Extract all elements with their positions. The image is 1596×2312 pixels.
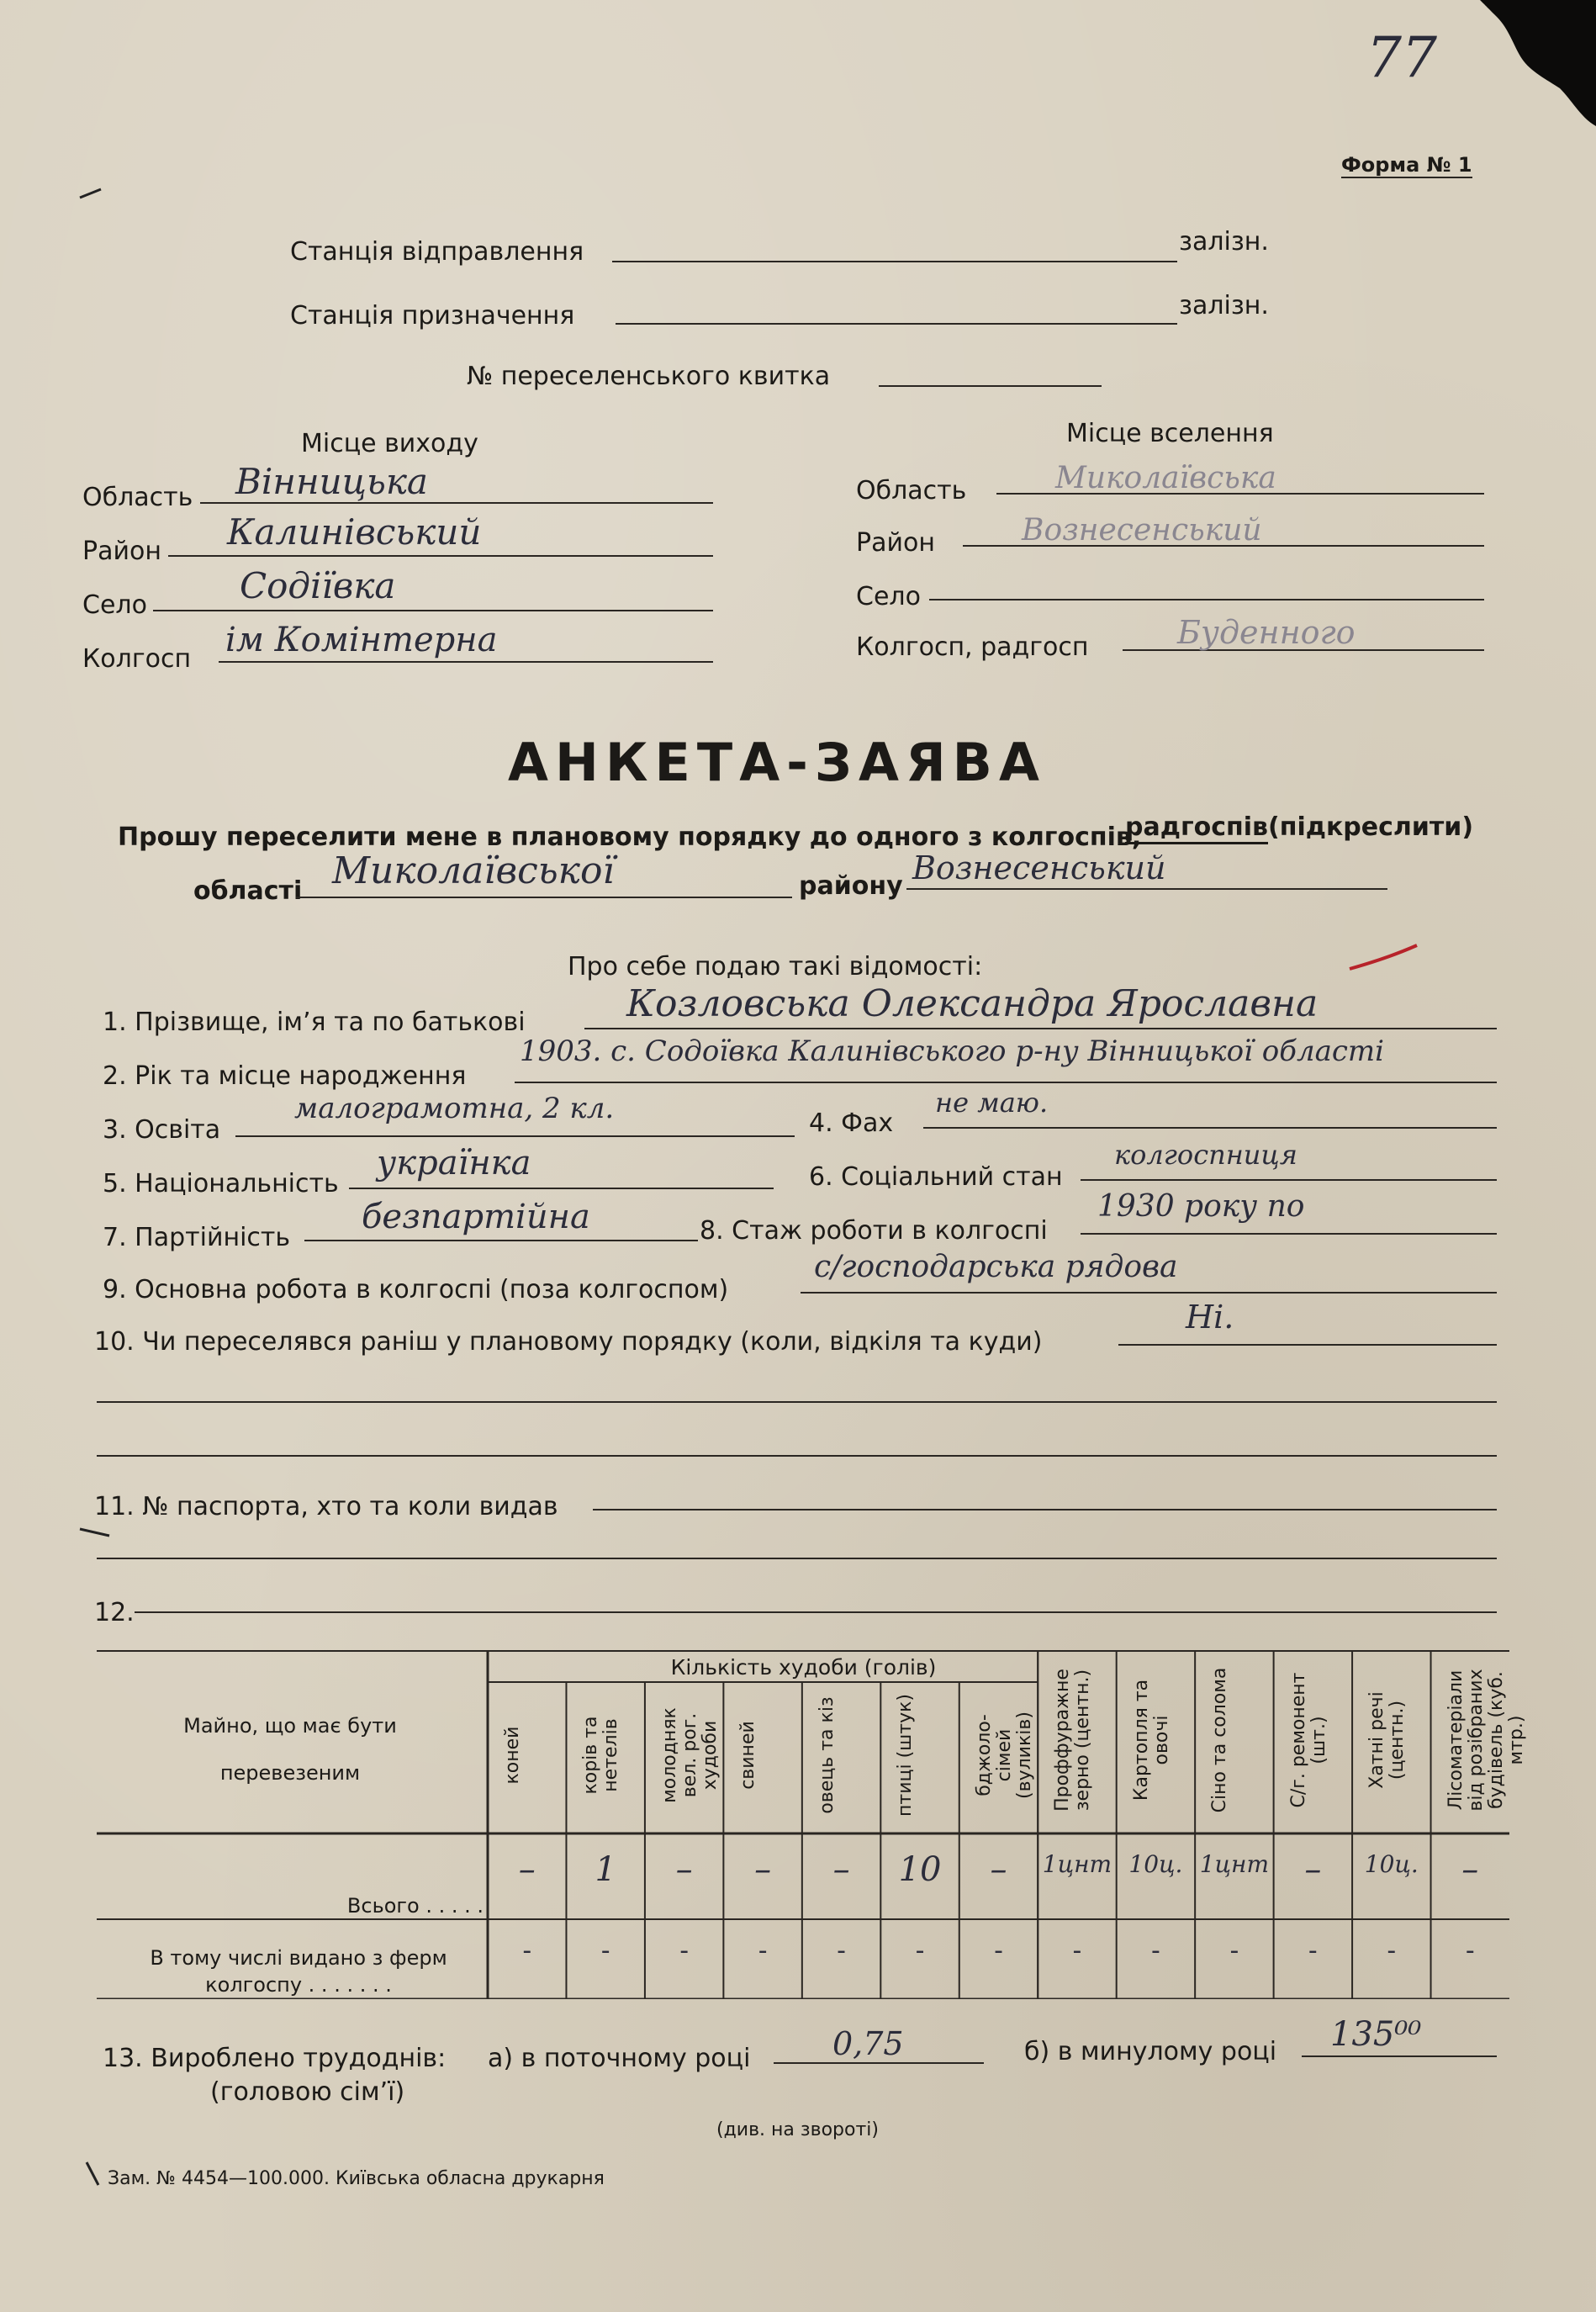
row1-value: – xyxy=(1304,1850,1322,1889)
field-10-label: 10. Чи переселявся раніш у плановому порядку (коли, відкіля та куди) xyxy=(94,1327,1043,1357)
request-oblast-line xyxy=(296,897,792,898)
document-title: АНКЕТА-ЗАЯВА xyxy=(508,732,1046,793)
row2-value: - xyxy=(1465,1936,1475,1965)
field-7-value: безпартійна xyxy=(362,1198,590,1236)
destination-rail-suffix: залізн. xyxy=(1179,291,1269,320)
request-line-c: (підкреслити) xyxy=(1268,812,1474,842)
field-11-extra-line xyxy=(97,1558,1497,1559)
field-9-value: с/господарська рядова xyxy=(814,1250,1178,1284)
table-column-header: овець та кіз xyxy=(816,1696,838,1814)
field-8-line xyxy=(1081,1233,1497,1235)
origin-selo-line xyxy=(153,610,713,611)
request-oblast-label: області xyxy=(193,876,303,906)
field-13-current-value: 0,75 xyxy=(832,2025,904,2062)
row2-value: - xyxy=(600,1936,610,1965)
field-12-label: 12. xyxy=(94,1598,135,1627)
field-8-label: 8. Стаж роботи в колгоспі xyxy=(700,1216,1048,1246)
red-check-mark xyxy=(1345,942,1421,976)
table-column-header: молодняк вел. рог. худоби xyxy=(658,1707,721,1803)
origin-selo-value: Содіївка xyxy=(240,565,396,606)
destination-station-label: Станція призначення xyxy=(290,301,575,331)
row2-value: - xyxy=(1151,1936,1160,1965)
origin-kolhosp-value: ім Комінтерна xyxy=(225,621,498,659)
ticket-number-label: № переселенського квитка xyxy=(467,362,831,391)
row1-value: – xyxy=(518,1850,536,1889)
field-3-label: 3. Освіта xyxy=(103,1115,221,1145)
row2-value: - xyxy=(994,1936,1003,1965)
field-2-label: 2. Рік та місце народження xyxy=(103,1061,467,1091)
row2-label: В тому числі видано з ферм колгоспу . . . . . . . xyxy=(150,1946,447,1997)
table-column-header: Лісоматеріали від розібраних будівель (куб. мтр.) xyxy=(1445,1669,1527,1812)
field-3-value: малограмотна, 2 кл. xyxy=(294,1092,615,1125)
field-1-line xyxy=(584,1028,1497,1029)
origin-heading: Місце виходу xyxy=(301,429,478,458)
table-rowhead-title: Майно, що має бути перевезеним xyxy=(183,1714,397,1785)
field-1-value: Козловська Олександра Ярославна xyxy=(626,982,1319,1025)
field-6-value: колгоспниця xyxy=(1114,1139,1297,1171)
field-13-last-line xyxy=(1302,2055,1497,2057)
row2-value: - xyxy=(915,1936,925,1965)
origin-raion-label: Район xyxy=(82,537,161,566)
row2-value: - xyxy=(522,1936,532,1965)
table-column-header: Проффуражне зерно (центн.) xyxy=(1052,1669,1094,1812)
field-4-value: не маю. xyxy=(935,1087,1049,1119)
table-column-header: С/г. ремонент (шт.) xyxy=(1287,1672,1329,1808)
page-number: 77 xyxy=(1366,25,1437,90)
destination-raion-value: Вознесенський xyxy=(1022,513,1262,548)
row2-value: - xyxy=(1308,1936,1318,1965)
field-3-line xyxy=(235,1135,795,1137)
field-11-label: 11. № паспорта, хто та коли видав xyxy=(94,1492,558,1521)
field-7-label: 7. Партійність xyxy=(103,1223,291,1252)
request-line-a: Прошу переселити мене в плановому порядку до одного з колгоспів, xyxy=(118,823,1142,852)
ticket-number-line xyxy=(879,385,1102,387)
field-4-line xyxy=(923,1127,1497,1129)
field-4-label: 4. Фах xyxy=(809,1108,894,1138)
table-column-header: свиней xyxy=(737,1721,759,1790)
table-column-header: Хатні речі (центн.) xyxy=(1366,1691,1408,1789)
field-13-label-b: (головою сім’ї) xyxy=(210,2077,405,2107)
row1-value: – xyxy=(832,1850,850,1889)
destination-heading: Місце вселення xyxy=(1066,419,1274,448)
field-6-line xyxy=(1081,1179,1497,1181)
field-5-value: українка xyxy=(377,1144,531,1182)
field-6-label: 6. Соціальний стан xyxy=(809,1162,1063,1192)
field-13-label-a: 13. Вироблено трудоднів: xyxy=(103,2044,447,2073)
destination-station-line xyxy=(616,323,1177,325)
row1-value: 1цнт xyxy=(1042,1850,1112,1878)
row1-value: – xyxy=(990,1850,1007,1889)
field-9-line xyxy=(801,1292,1497,1294)
destination-oblast-label: Область xyxy=(856,476,967,505)
row1-value: 10ц. xyxy=(1128,1850,1183,1878)
row1-value: – xyxy=(754,1850,772,1889)
request-raion-line xyxy=(906,888,1387,890)
row1-value: 1цнт xyxy=(1199,1850,1270,1878)
table-group-header: Кількість худоби (голів) xyxy=(670,1655,937,1680)
field-13-last-value: 135⁰⁰ xyxy=(1330,2015,1422,2054)
field-7-line xyxy=(304,1240,698,1241)
destination-selo-line xyxy=(929,599,1484,600)
table-grid-lines xyxy=(97,1650,1509,1999)
margin-mark-bottom xyxy=(80,2158,105,2192)
departure-station-line xyxy=(612,261,1177,262)
row2-value: - xyxy=(679,1936,690,1965)
row2-value: - xyxy=(1229,1936,1239,1965)
departure-rail-suffix: залізн. xyxy=(1179,227,1269,257)
table-column-header: Картопля та овочі xyxy=(1130,1679,1172,1801)
destination-selo-label: Село xyxy=(856,582,921,611)
row1-value: 1 xyxy=(595,1850,616,1889)
field-9-label: 9. Основна робота в колгоспі (поза колгоспом) xyxy=(103,1275,729,1304)
margin-mark-top xyxy=(76,181,109,206)
field-5-label: 5. Національність xyxy=(103,1169,339,1198)
table-column-header: Сіно та солома xyxy=(1209,1667,1231,1813)
field-13-current-label: а) в поточному році xyxy=(488,2044,751,2073)
field-2-line xyxy=(515,1082,1497,1083)
origin-selo-label: Село xyxy=(82,590,147,620)
row1-value: – xyxy=(1461,1850,1479,1889)
row1-value: – xyxy=(675,1850,693,1889)
table-column-header: коней xyxy=(502,1726,523,1785)
origin-kolhosp-label: Колгосп xyxy=(82,644,192,674)
destination-oblast-value: Миколаївська xyxy=(1055,461,1276,495)
destination-raion-label: Район xyxy=(856,528,935,558)
row2-value: - xyxy=(1072,1936,1082,1965)
intro-text: Про себе подаю такі відомості: xyxy=(568,952,983,981)
field-10-line xyxy=(1118,1344,1497,1346)
field-2-value: 1903. с. Содоївка Калинівського р-ну Вінницької області xyxy=(520,1034,1385,1068)
row1-label: Всього . . . . . xyxy=(346,1894,484,1918)
request-raion-value: Вознесенський xyxy=(912,849,1166,886)
table-column-header: птиці (штук) xyxy=(895,1694,917,1817)
torn-corner xyxy=(1480,0,1596,126)
field-10-extra-line-2 xyxy=(97,1455,1497,1457)
see-reverse-note: (див. на звороті) xyxy=(716,2119,879,2140)
row1-value: 10 xyxy=(898,1850,942,1889)
field-10-extra-line-1 xyxy=(97,1401,1497,1403)
field-11-line xyxy=(593,1509,1497,1510)
form-number: Форма № 1 xyxy=(1341,153,1472,177)
destination-kolhosp-value: Буденного xyxy=(1177,614,1356,651)
origin-oblast-line xyxy=(200,502,713,504)
field-8-value: 1930 року по xyxy=(1097,1189,1305,1224)
table-column-header: корів та нетелів xyxy=(580,1716,622,1795)
field-5-line xyxy=(349,1188,774,1189)
row1-value: 10ц. xyxy=(1364,1850,1419,1878)
request-raion-label: району xyxy=(799,871,903,901)
row2-value: - xyxy=(837,1936,846,1965)
request-oblast-value: Миколаївської xyxy=(332,849,615,892)
field-12-line xyxy=(135,1611,1497,1613)
origin-raion-value: Калинівський xyxy=(227,511,482,553)
row2-value: - xyxy=(1387,1936,1397,1965)
printer-note: Зам. № 4454—100.000. Київська обласна друкарня xyxy=(108,2168,605,2189)
origin-raion-line xyxy=(168,555,713,557)
margin-mark-mid xyxy=(76,1521,118,1546)
destination-kolhosp-label: Колгосп, радгосп xyxy=(856,632,1089,662)
origin-kolhosp-line xyxy=(219,661,713,663)
origin-oblast-value: Вінницька xyxy=(235,461,428,502)
request-line-b: радгоспів xyxy=(1125,812,1268,844)
origin-oblast-label: Область xyxy=(82,483,193,512)
row2-value: - xyxy=(758,1936,768,1965)
field-13-last-label: б) в минулому році xyxy=(1024,2037,1277,2066)
field-13-current-line xyxy=(774,2062,984,2064)
departure-station-label: Станція відправлення xyxy=(290,237,584,267)
field-10-value: Ні. xyxy=(1186,1299,1234,1336)
table-column-header: бджоло-сімей (вуликів) xyxy=(973,1712,1035,1799)
property-table xyxy=(97,1650,1527,1999)
field-1-label: 1. Прізвище, ім’я та по батькові xyxy=(103,1008,526,1037)
